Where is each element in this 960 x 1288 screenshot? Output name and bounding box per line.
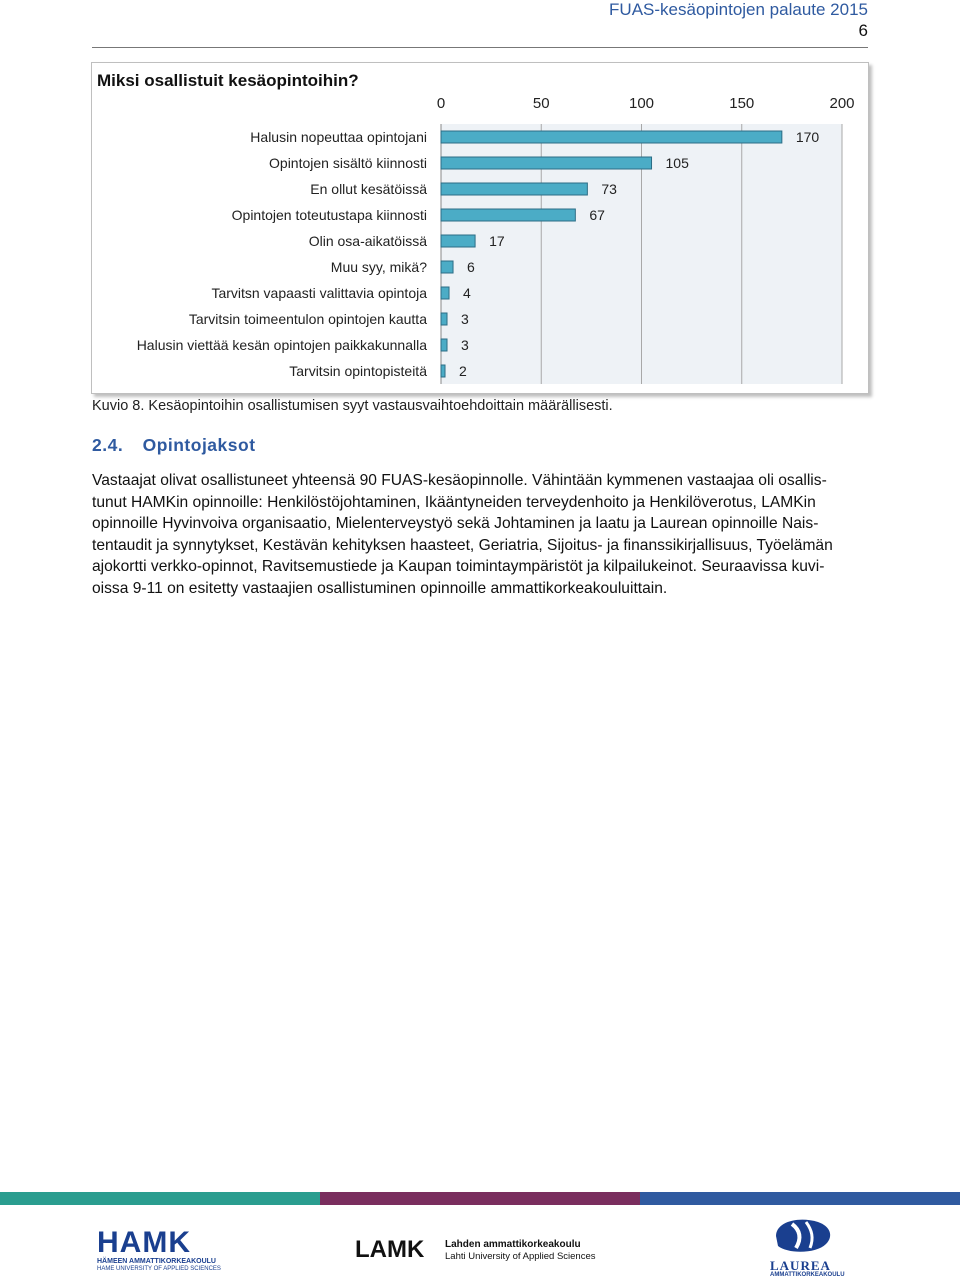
lamk-logo-line1: Lahden ammattikorkeakoulu <box>445 1239 581 1250</box>
bar-chart <box>0 0 960 400</box>
footer-color-band <box>0 1192 960 1205</box>
lamk-logo: LAMK <box>355 1236 425 1263</box>
hamk-logo-line2: HAME UNIVERSITY OF APPLIED SCIENCES <box>97 1266 221 1272</box>
category-label: En ollut kesätöissä <box>310 181 427 197</box>
section-title: Opintojaksot <box>142 435 256 455</box>
data-label: 3 <box>461 311 469 327</box>
data-label: 17 <box>489 233 505 249</box>
laurea-emblem-icon <box>768 1214 836 1256</box>
category-label: Opintojen toteutustapa kiinnosti <box>231 207 427 223</box>
hamk-logo: HAMK <box>97 1226 191 1259</box>
body-paragraph <box>92 470 868 599</box>
running-header-title: FUAS-kesäopintojen palaute 2015 <box>609 0 868 19</box>
body-line: Vastaajat olivat osallistuneet yhteensä 90 FUAS-kesäopinnolle. Vähintään kymmenen vastaajaa oli osallis- <box>92 472 827 489</box>
category-label: Opintojen sisältö kiinnosti <box>269 155 427 171</box>
body-line: tentaudit ja synnytykset, Kestävän kehityksen haasteet, Geriatria, Sijoitus- ja finanssikirjallisuus, Työelämän <box>92 536 833 554</box>
bar <box>441 261 453 273</box>
data-label: 73 <box>601 181 617 197</box>
laurea-logo-line1: AMMATTIKORKEAKOULU <box>770 1272 845 1278</box>
footer-band-laurea <box>640 1192 960 1205</box>
bar <box>441 287 449 299</box>
bar <box>441 131 782 143</box>
bar <box>441 209 575 221</box>
category-label: Halusin viettää kesän opintojen paikkakunnalla <box>136 337 427 353</box>
chart-title: Miksi osallistuit kesäopintoihin? <box>97 71 359 90</box>
section-heading <box>92 435 256 456</box>
data-label: 105 <box>665 155 689 171</box>
bar <box>441 313 447 325</box>
laurea-logo: LAUREA <box>770 1258 831 1273</box>
bar <box>441 157 652 169</box>
data-label: 170 <box>795 129 820 145</box>
body-line: tunut HAMKin opinnoille: Henkilöstöjohtaminen, Ikääntyneiden terveydenhoito ja Henkilöverotus, LAMKin <box>92 493 816 511</box>
bar <box>441 365 445 377</box>
lamk-logo-line2: Lahti University of Applied Sciences <box>445 1251 596 1262</box>
category-label: Tarvitsin opintopisteitä <box>289 363 427 379</box>
footer-band-lamk <box>320 1192 640 1205</box>
x-tick-label: 50 <box>532 95 550 112</box>
data-label: 4 <box>463 285 471 301</box>
body-line: oissa 9-11 on esitetty vastaajien osallistuminen opinnoille ammattikorkeakouluittain. <box>92 579 668 597</box>
body-line: opinnoille Hyvinvoiva organisaatio, Mielenterveystyö sekä Johtaminen ja laatu ja Laurean opinnoille Nais- <box>92 515 819 532</box>
data-label: 6 <box>467 259 475 275</box>
data-label: 67 <box>589 207 605 223</box>
category-label: Muu syy, mikä? <box>330 259 427 275</box>
x-tick-label: 0 <box>436 95 446 112</box>
category-label: Tarvitsn vapaasti valittavia opintoja <box>211 285 427 301</box>
x-tick-label: 200 <box>829 95 855 112</box>
x-tick-label: 150 <box>729 95 755 112</box>
figure-caption: Kuvio 8. Kesäopintoihin osallistumisen syyt vastausvaihtoehdoittain määrällisesti. <box>92 398 613 414</box>
category-label: Halusin nopeuttaa opintojani <box>250 129 427 145</box>
data-label: 2 <box>459 363 467 379</box>
page-number: 6 <box>858 21 868 40</box>
bar <box>441 235 475 247</box>
section-number: 2.4. <box>92 435 124 455</box>
x-tick-label: 100 <box>628 95 655 112</box>
data-label: 3 <box>461 337 469 353</box>
body-line: ajokortti verkko-opinnot, Ravitsemustiede ja Kaupan toimintaympäristöt ja kilpailukeinot. Seuraavissa kuvi- <box>92 558 825 575</box>
bar <box>441 183 587 195</box>
footer-band-hamk <box>0 1192 320 1205</box>
hamk-logo-line1: HÄMEEN AMMATTIKORKEAKOULU <box>97 1258 216 1265</box>
category-label: Tarvitsin toimeentulon opintojen kautta <box>188 311 427 327</box>
bar <box>441 339 447 351</box>
category-label: Olin osa-aikatöissä <box>308 233 427 249</box>
